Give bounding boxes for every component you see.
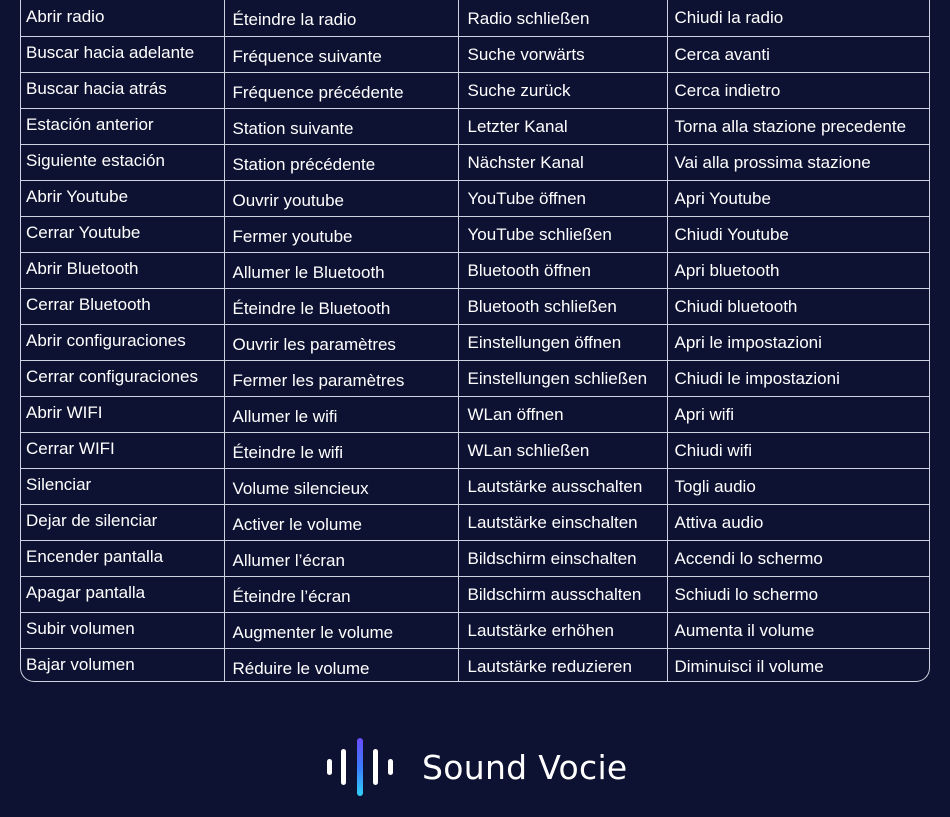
command-cell-italian: Torna alla stazione precedente (667, 108, 929, 144)
command-cell-german: Bildschirm einschalten (458, 540, 667, 576)
table-row (21, 108, 929, 144)
command-cell-german: Einstellungen schließen (458, 360, 667, 396)
command-cell-italian: Apri le impostazioni (667, 324, 929, 360)
command-cell-german: Bildschirm ausschalten (458, 576, 667, 612)
command-cell-italian: Attiva audio (667, 504, 929, 540)
command-cell-spanish: Buscar hacia adelante (21, 36, 224, 72)
command-cell-french: Fermer youtube (224, 216, 458, 252)
command-cell-german: Suche zurück (458, 72, 667, 108)
command-cell-german: Lautstärke ausschalten (458, 468, 667, 504)
command-cell-italian: Schiudi lo schermo (667, 576, 929, 612)
command-cell-spanish: Encender pantalla (21, 540, 224, 576)
table-row (21, 180, 929, 216)
command-cell-french: Ouvrir youtube (224, 180, 458, 216)
command-cell-italian: Accendi lo schermo (667, 540, 929, 576)
command-cell-german: Letzter Kanal (458, 108, 667, 144)
sound-wave-icon (326, 738, 398, 796)
brand-name: Sound Vocie (422, 747, 628, 787)
command-cell-german: Suche vorwärts (458, 36, 667, 72)
command-cell-french: Allumer le wifi (224, 396, 458, 432)
command-cell-french: Activer le volume (224, 504, 458, 540)
command-cell-french: Station précédente (224, 144, 458, 180)
table-row (21, 36, 929, 72)
command-cell-italian: Chiudi le impostazioni (667, 360, 929, 396)
command-cell-italian: Aumenta il volume (667, 612, 929, 648)
table-row (21, 252, 929, 288)
command-cell-german: YouTube schließen (458, 216, 667, 252)
table-row (21, 468, 929, 504)
table-row (21, 612, 929, 648)
command-cell-french: Allumer l’écran (224, 540, 458, 576)
table-body (21, 0, 929, 682)
command-cell-french: Fermer les paramètres (224, 360, 458, 396)
command-cell-italian: Vai alla prossima stazione (667, 144, 929, 180)
command-cell-spanish: Abrir Youtube (21, 180, 224, 216)
command-cell-italian: Apri Youtube (667, 180, 929, 216)
command-cell-spanish: Abrir WIFI (21, 396, 224, 432)
brand-logo (326, 738, 628, 796)
command-cell-italian: Apri bluetooth (667, 252, 929, 288)
command-cell-french: Ouvrir les paramètres (224, 324, 458, 360)
table-row (21, 432, 929, 468)
table-row (21, 648, 929, 682)
command-cell-italian: Chiudi bluetooth (667, 288, 929, 324)
command-cell-french: Allumer le Bluetooth (224, 252, 458, 288)
command-cell-french: Éteindre le wifi (224, 432, 458, 468)
command-cell-german: Radio schließen (458, 0, 667, 36)
command-cell-italian: Chiudi wifi (667, 432, 929, 468)
command-cell-spanish: Subir volumen (21, 612, 224, 648)
command-cell-french: Station suivante (224, 108, 458, 144)
command-cell-italian: Cerca indietro (667, 72, 929, 108)
command-cell-spanish: Silenciar (21, 468, 224, 504)
command-cell-spanish: Abrir Bluetooth (21, 252, 224, 288)
table-row (21, 144, 929, 180)
table-row (21, 396, 929, 432)
command-cell-german: Bluetooth schließen (458, 288, 667, 324)
command-cell-spanish: Buscar hacia atrás (21, 72, 224, 108)
table-row (21, 0, 929, 36)
voice-command-table (20, 0, 930, 682)
command-cell-spanish: Abrir radio (21, 0, 224, 36)
command-cell-spanish: Bajar volumen (21, 648, 224, 682)
command-cell-spanish: Cerrar configuraciones (21, 360, 224, 396)
table-row (21, 360, 929, 396)
command-cell-italian: Chiudi la radio (667, 0, 929, 36)
command-cell-german: Lautstärke erhöhen (458, 612, 667, 648)
command-cell-spanish: Estación anterior (21, 108, 224, 144)
command-cell-german: Bluetooth öffnen (458, 252, 667, 288)
command-cell-italian: Apri wifi (667, 396, 929, 432)
command-cell-spanish: Abrir configuraciones (21, 324, 224, 360)
command-cell-german: Einstellungen öffnen (458, 324, 667, 360)
command-cell-german: Lautstärke reduzieren (458, 648, 667, 682)
command-cell-french: Fréquence suivante (224, 36, 458, 72)
command-cell-spanish: Dejar de silenciar (21, 504, 224, 540)
command-cell-spanish: Siguiente estación (21, 144, 224, 180)
command-cell-french: Éteindre l’écran (224, 576, 458, 612)
command-table (21, 0, 929, 682)
command-cell-german: WLan schließen (458, 432, 667, 468)
command-cell-italian: Togli audio (667, 468, 929, 504)
command-cell-spanish: Apagar pantalla (21, 576, 224, 612)
command-cell-french: Éteindre le Bluetooth (224, 288, 458, 324)
table-row (21, 540, 929, 576)
command-cell-italian: Cerca avanti (667, 36, 929, 72)
command-cell-french: Fréquence précédente (224, 72, 458, 108)
command-cell-french: Volume silencieux (224, 468, 458, 504)
command-cell-spanish: Cerrar Bluetooth (21, 288, 224, 324)
table-row (21, 288, 929, 324)
command-cell-french: Réduire le volume (224, 648, 458, 682)
table-row (21, 216, 929, 252)
command-cell-spanish: Cerrar WIFI (21, 432, 224, 468)
command-cell-french: Éteindre la radio (224, 0, 458, 36)
command-cell-german: Lautstärke einschalten (458, 504, 667, 540)
table-row (21, 504, 929, 540)
command-cell-italian: Chiudi Youtube (667, 216, 929, 252)
table-row (21, 576, 929, 612)
table-row (21, 72, 929, 108)
command-cell-spanish: Cerrar Youtube (21, 216, 224, 252)
table-row (21, 324, 929, 360)
command-cell-german: Nächster Kanal (458, 144, 667, 180)
command-cell-italian: Diminuisci il volume (674, 656, 824, 676)
command-cell-french: Augmenter le volume (224, 612, 458, 648)
command-cell-german: YouTube öffnen (458, 180, 667, 216)
command-cell-german: WLan öffnen (458, 396, 667, 432)
